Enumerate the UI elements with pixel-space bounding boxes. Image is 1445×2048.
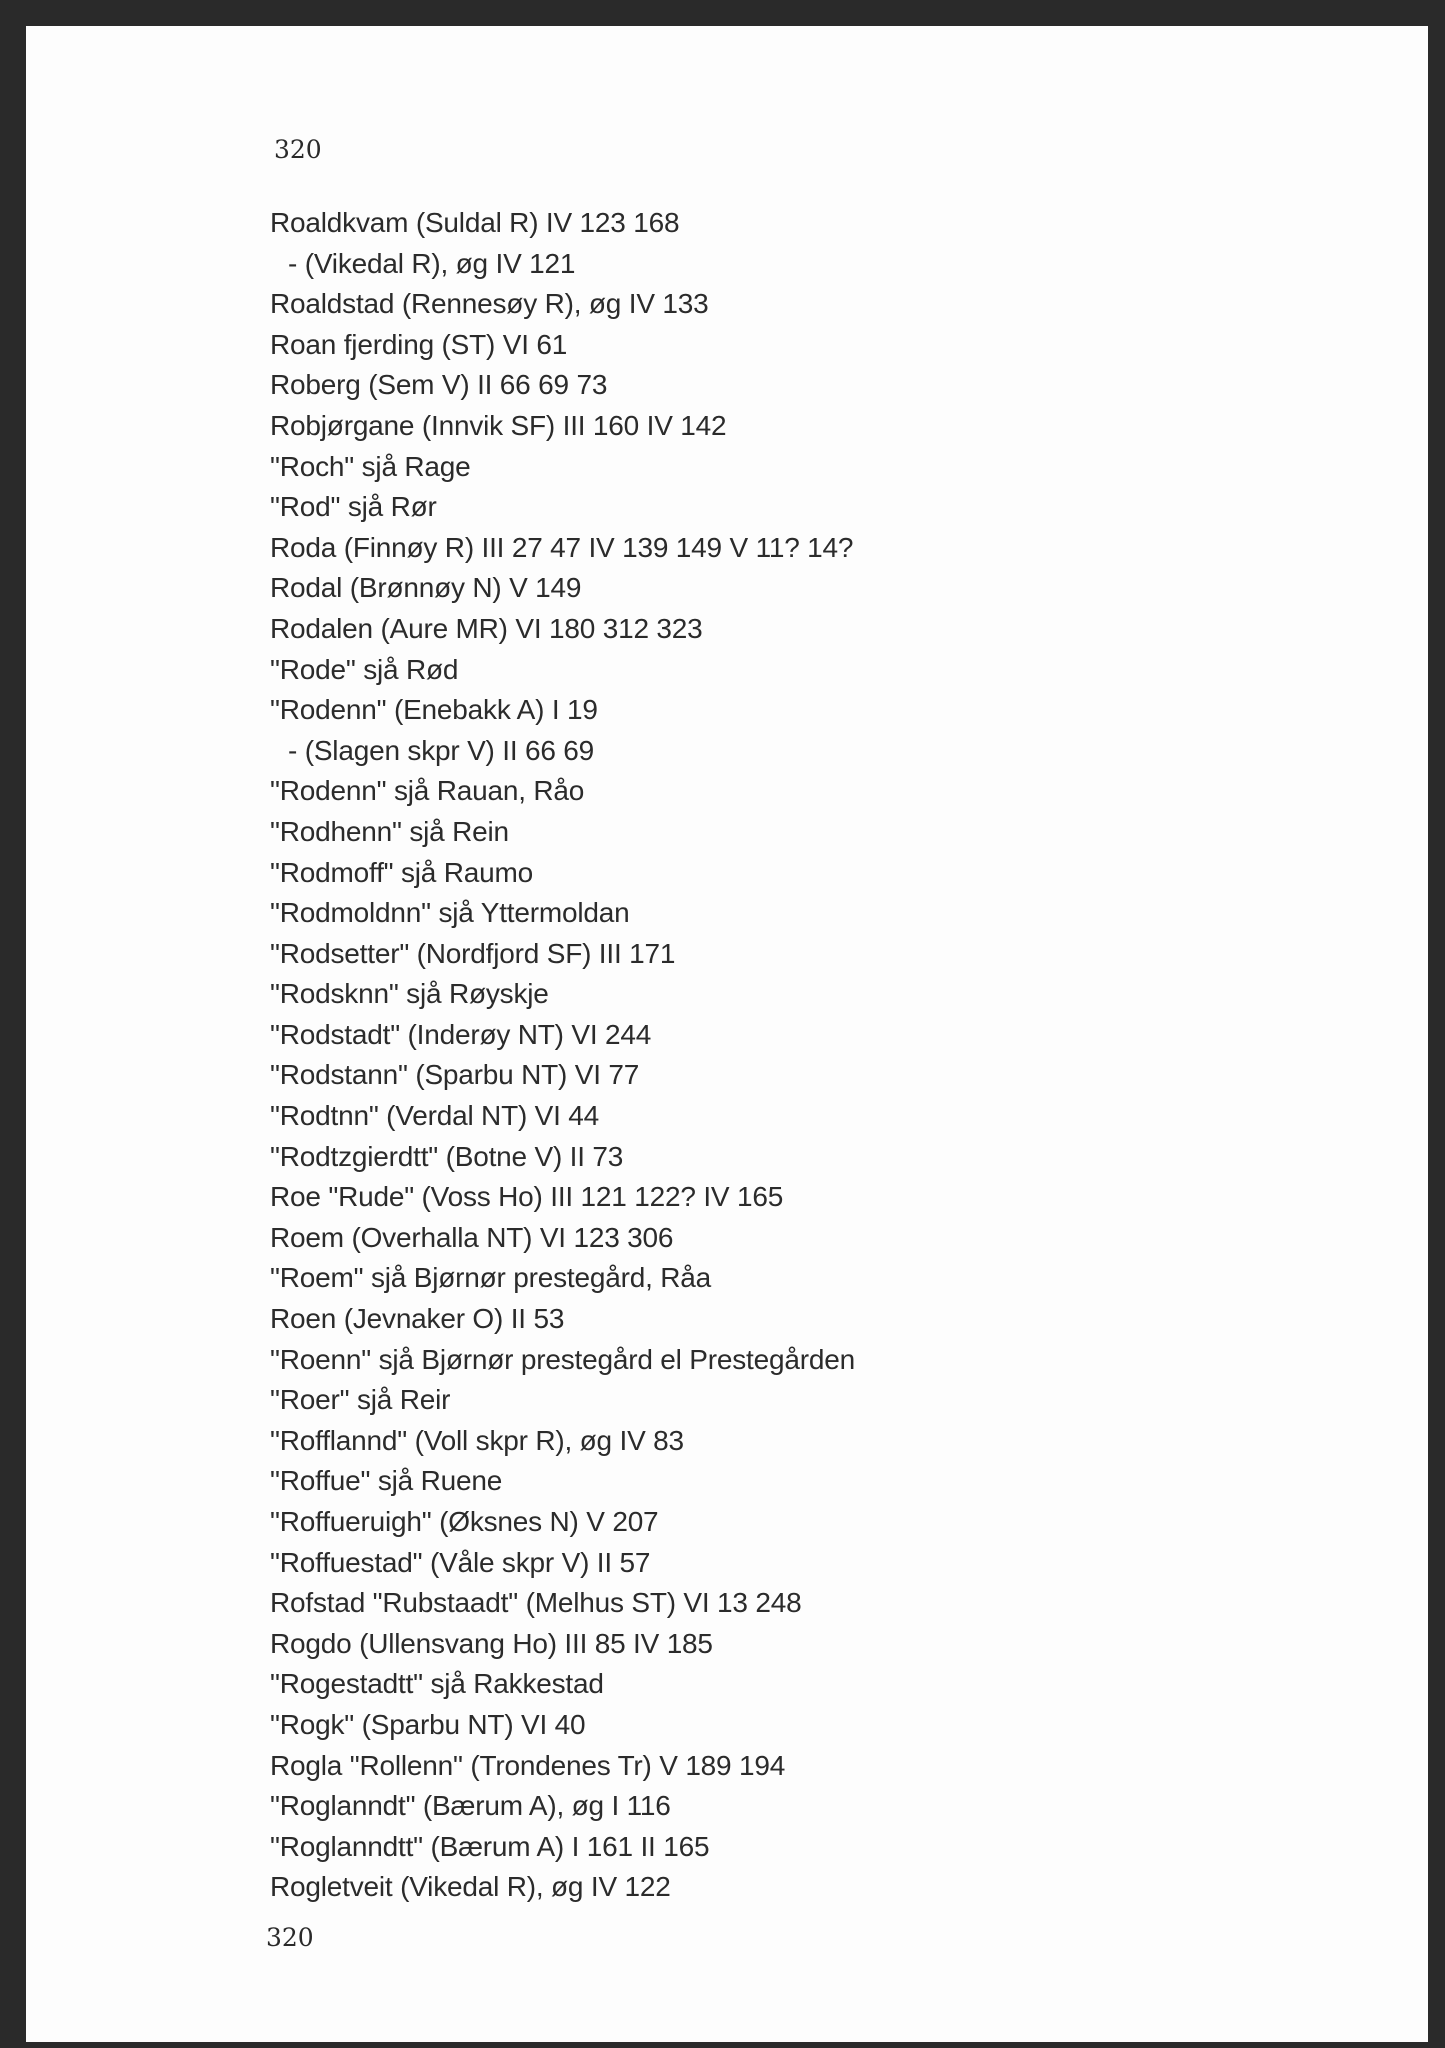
index-entry-list — [270, 203, 855, 1908]
index-entry: Rogla "Rollenn" (Trondenes Tr) V 189 194 — [270, 1749, 786, 1781]
index-entry: "Rode" sjå Rød — [270, 653, 459, 685]
index-entry: "Rodtnn" (Verdal NT) VI 44 — [270, 1100, 600, 1132]
index-entry: Roan fjerding (ST) VI 61 — [270, 328, 568, 360]
index-entry: "Rodstann" (Sparbu NT) VI 77 — [270, 1059, 640, 1091]
document-page — [26, 26, 1428, 2042]
index-entry: "Roffuestad" (Våle skpr V) II 57 — [270, 1546, 651, 1578]
index-entry: Rodalen (Aure MR) VI 180 312 323 — [270, 612, 703, 644]
index-entry: "Roglanndt" (Bærum A), øg I 116 — [270, 1790, 671, 1822]
index-entry: Roaldkvam (Suldal R) IV 123 168 — [270, 207, 680, 238]
index-entry: Roberg (Sem V) II 66 69 73 — [270, 369, 608, 401]
index-entry: "Rodstadt" (Inderøy NT) VI 244 — [270, 1018, 652, 1050]
index-entry: "Rod" sjå Rør — [270, 491, 437, 523]
index-entry: "Roffueruigh" (Øksnes N) V 207 — [270, 1506, 659, 1537]
index-entry: "Rogestadtt" sjå Rakkestad — [270, 1668, 604, 1700]
index-subentry: - (Slagen skpr V) II 66 69 — [288, 734, 595, 766]
index-entry: "Roenn" sjå Bjørnør prestegård el Prestegården — [270, 1343, 855, 1375]
index-entry: "Rodmoldnn" sjå Yttermoldan — [270, 897, 630, 929]
index-entry: Robjørgane (Innvik SF) III 160 IV 142 — [270, 409, 727, 441]
index-entry: Roen (Jevnaker O) II 53 — [270, 1303, 565, 1335]
index-entry: "Rodenn" sjå Rauan, Råo — [270, 775, 585, 807]
index-entry: Roda (Finnøy R) III 27 47 IV 139 149 V 11? 14? — [270, 531, 854, 563]
index-entry: "Rodmoff" sjå Raumo — [270, 856, 534, 888]
index-entry: Rogdo (Ullensvang Ho) III 85 IV 185 — [270, 1627, 713, 1659]
index-entry: Roaldstad (Rennesøy R), øg IV 133 — [270, 288, 709, 320]
index-entry: Roem (Overhalla NT) VI 123 306 — [270, 1221, 674, 1253]
index-subentry: - (Vikedal R), øg IV 121 — [288, 247, 576, 279]
page-number-top: 320 — [274, 135, 322, 164]
index-entry: "Roffue" sjå Ruene — [270, 1465, 503, 1497]
index-entry: "Rodtzgierdtt" (Botne V) II 73 — [270, 1140, 624, 1172]
index-entry: "Roem" sjå Bjørnør prestegård, Råa — [270, 1262, 712, 1294]
index-entry: "Roglanndtt" (Bærum A) I 161 II 165 — [270, 1830, 710, 1862]
index-entry: Rogletveit (Vikedal R), øg IV 122 — [270, 1871, 671, 1903]
index-entry: "Rodhenn" sjå Rein — [270, 815, 509, 847]
page-number-bottom: 320 — [266, 1923, 314, 1952]
index-entry: Rofstad "Rubstaadt" (Melhus ST) VI 13 248 — [270, 1587, 802, 1619]
index-entry: "Rogk" (Sparbu NT) VI 40 — [270, 1708, 586, 1740]
index-entry: Rodal (Brønnøy N) V 149 — [270, 572, 582, 604]
index-entry: Roe "Rude" (Voss Ho) III 121 122? IV 165 — [270, 1181, 784, 1213]
index-entry: "Rofflannd" (Voll skpr R), øg IV 83 — [270, 1424, 684, 1456]
index-entry: "Rodsknn" sjå Røyskje — [270, 978, 549, 1010]
index-entry: "Roch" sjå Rage — [270, 450, 471, 482]
index-entry: "Roer" sjå Reir — [270, 1384, 451, 1416]
index-entry: "Rodenn" (Enebakk A) I 19 — [270, 694, 598, 726]
index-entry: "Rodsetter" (Nordfjord SF) III 171 — [270, 937, 676, 969]
